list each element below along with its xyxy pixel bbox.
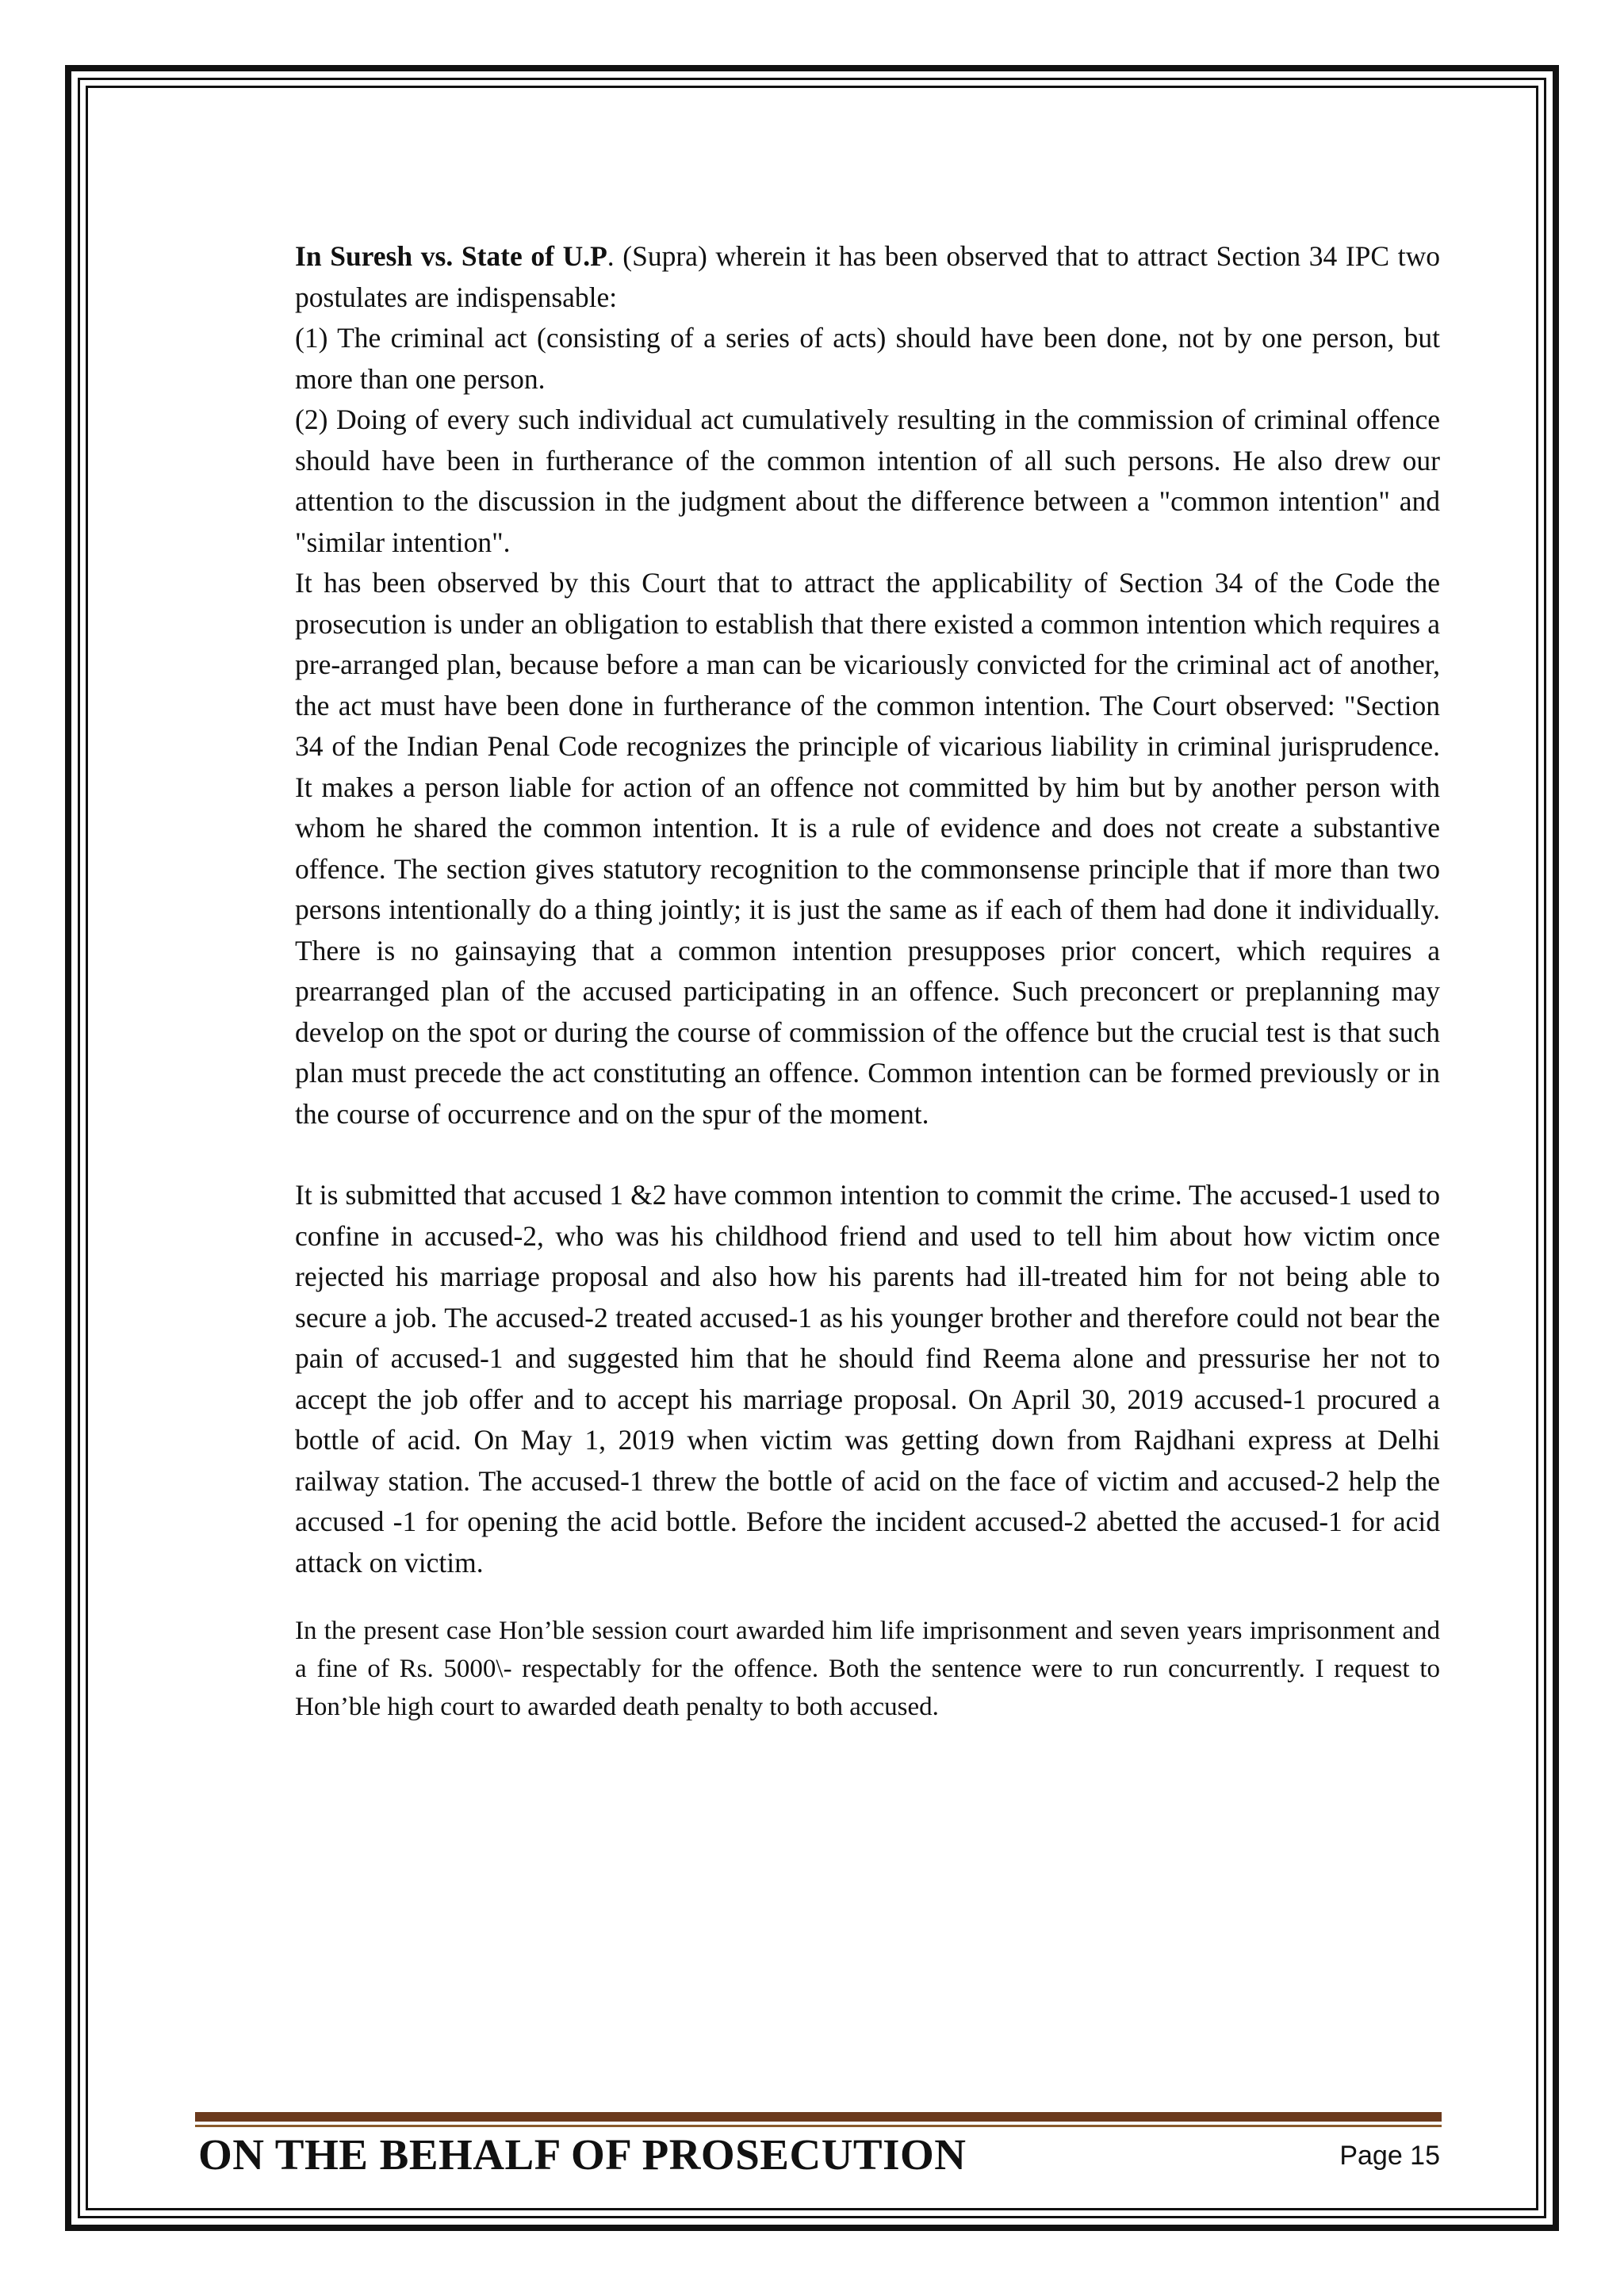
footer-rule bbox=[195, 2112, 1442, 2122]
postulate-1: (1) The criminal act (consisting of a series of acts) should have been done, not by one person, but more than one person. bbox=[295, 322, 1440, 395]
document-body bbox=[295, 236, 1440, 1726]
paragraph-suresh-case-text: . (Supra) wherein it has been observed that to attract Section 34 IPC two postulates are indispensable: bbox=[295, 240, 1440, 313]
footer-title: ON THE BEHALF OF PROSECUTION bbox=[198, 2130, 967, 2179]
paragraph-suresh-case bbox=[295, 236, 1440, 318]
page-number: Page 15 bbox=[1339, 2141, 1440, 2171]
paragraph-section-34: It has been observed by this Court that to attract the applicability of Section 34 of the Code the prosecution is under an obligation to establish that there existed a common intention which requires a pre-arranged plan, because before a man can be vicariously convicted for the criminal act of another, the act must have been done in furtherance of the common intention. The Court observed: "Section 34 of the Indian Penal Code recognizes the principle of vicarious liability in criminal jurisprudence. It makes a person liable for action of an offence not committed by him but by another person with whom he shared the common intention. It is a rule of evidence and does not create a substantive offence. The section gives statutory recognition to the commonsense principle that if more than two persons intentionally do a thing jointly; it is just the same as if each of them had done it individually. There is no gainsaying that a common intention presupposes prior concert, which requires a prearranged plan of the accused participating in an offence. Such preconcert or preplanning may develop on the spot or during the course of commission of the offence but the crucial test is that such plan must precede the act constituting an offence. Common intention can be formed previously or in the course of occurrence and on the spur of the moment. bbox=[295, 567, 1440, 1130]
postulate-2: (2) Doing of every such individual act cumulatively resulting in the commission of criminal offence should have been in furtherance of the common intention of all such persons. He also drew our attention to the discussion in the judgment about the difference between a "common intention" and "similar intention". bbox=[295, 404, 1440, 558]
paragraph-common-intention-submission: It is submitted that accused 1 &2 have common intention to commit the crime. The accused-1 used to confine in accused-2, who was his childhood friend and used to tell him about how victim once rejected his marriage proposal and also how his parents had ill-treated him for not being able to secure a job. The accused-2 treated accused-1 as his younger brother and therefore could not bear the pain of accused-1 and suggested him that he should find Reema alone and pressurise her not to accept the job offer and to accept his marriage proposal. On April 30, 2019 accused-1 procured a bottle of acid. On May 1, 2019 when victim was getting down from Rajdhani express at Delhi railway station. The accused-1 threw the bottle of acid on the face of victim and accused-2 help the accused -1 for opening the acid bottle. Before the incident accused-2 abetted the accused-1 for acid attack on victim. bbox=[295, 1179, 1440, 1578]
case-citation: In Suresh vs. State of U.P bbox=[295, 240, 607, 272]
footer-rule-thin bbox=[195, 2125, 1442, 2127]
paragraph-present-case: In the present case Hon’ble session court awarded him life imprisonment and seven years imprisonment and a fine of Rs. 5000\- respectably for the offence. Both the sentence were to run concurrently. I request to Hon’ble high court to awarded death penalty to both accused. bbox=[295, 1617, 1440, 1721]
